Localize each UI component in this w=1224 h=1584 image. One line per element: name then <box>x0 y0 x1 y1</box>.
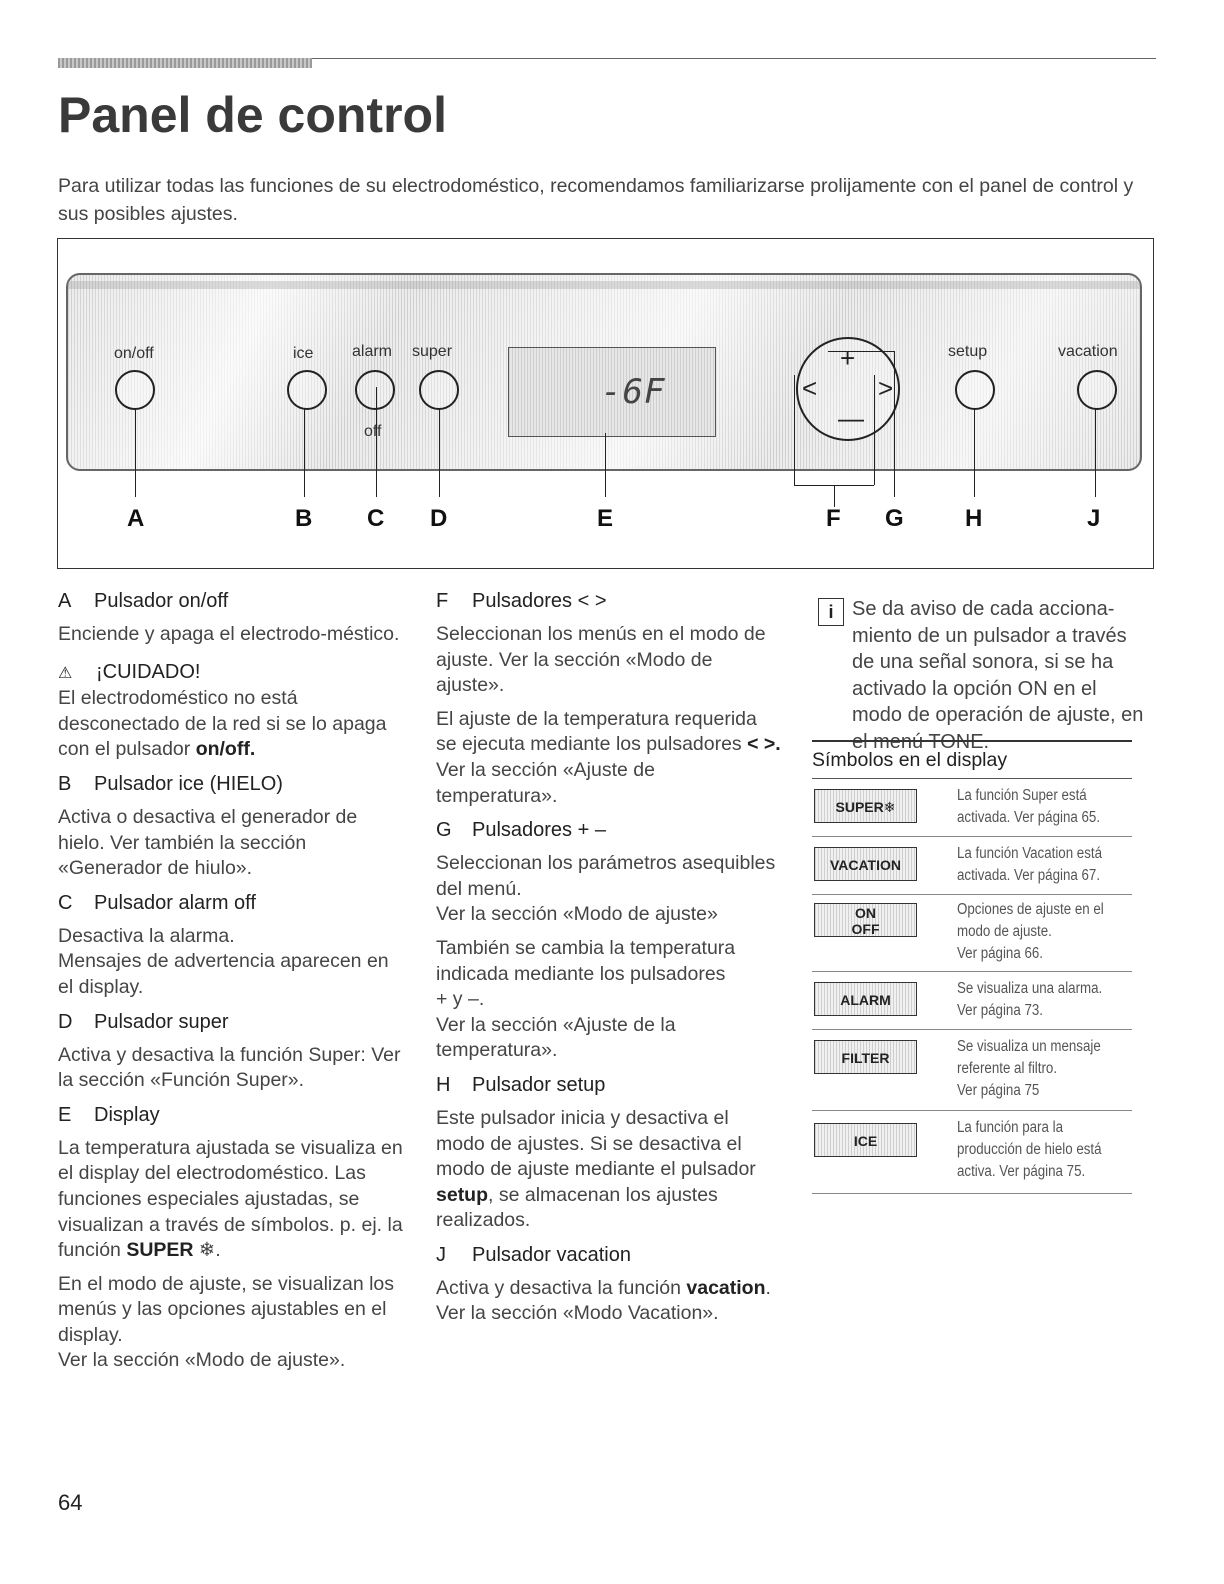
display-readout: -6F <box>601 372 666 412</box>
table-row <box>812 837 1132 895</box>
header-rule-line <box>312 58 1156 59</box>
callout-b: B <box>295 505 313 532</box>
label-ice: ice <box>293 345 314 362</box>
info-note <box>818 596 1148 755</box>
leader-g <box>894 351 895 497</box>
ice-button[interactable] <box>287 370 327 410</box>
section-j-heading: J Pulsador vacation <box>436 1243 631 1266</box>
table-row <box>812 972 1132 1030</box>
section-f-text-1: Seleccionan los menús en el modo de ajuste. Ver la sección «Modo de ajuste». <box>436 623 766 697</box>
section-e-text-2: En el modo de ajuste, se visualizan los menús y las opciones ajustables en el display. <box>58 1272 395 1346</box>
section-c-heading: C Pulsador alarm off <box>58 891 256 914</box>
callout-d: D <box>430 505 448 532</box>
section-h-text: Este pulsador inicia y desactiva el modo de ajustes. Si se desactiva el modo de ajuste mediante el pulsador setup, se almacenan los ajustes realizados. <box>436 1106 756 1232</box>
table-row <box>812 1111 1132 1194</box>
section-j-text-2: Ver la sección «Modo Vacation». <box>436 1302 719 1325</box>
table-row <box>812 1030 1132 1111</box>
symbol-desc: La función para la producción de hielo está activa. Ver página 75. <box>957 1119 1102 1180</box>
plus-button[interactable]: + <box>840 343 856 373</box>
callout-h: H <box>965 505 983 532</box>
page-number: 64 <box>58 1490 83 1515</box>
section-g-text-2: Ver la sección «Modo de ajuste» <box>436 903 718 926</box>
onoff-button[interactable] <box>115 370 155 410</box>
warning-text: El electrodoméstico no está desconectado de la red si se lo apaga con el pulsador on/off. <box>58 687 387 761</box>
section-f-text-2: El ajuste de la temperatura requerida se ejecuta mediante los pulsadores < >. <box>436 707 781 756</box>
page-title: Panel de control <box>58 87 447 143</box>
callout-j: J <box>1087 505 1101 532</box>
leader-j <box>1095 409 1096 497</box>
section-e-heading: E Display <box>58 1103 160 1126</box>
navigation-dial <box>796 337 900 441</box>
section-c-text-1: Desactiva la alarma. <box>58 924 235 947</box>
section-g-text-4: + y –. <box>436 988 485 1011</box>
section-g-text-5: Ver la sección «Ajuste de la temperatura». <box>436 1013 676 1062</box>
callout-e: E <box>597 505 614 532</box>
column-2 <box>436 588 781 1327</box>
symbol-desc: Se visualiza una alarma. Ver página 73. <box>957 980 1103 1019</box>
leader-b <box>304 409 305 497</box>
header-rule-shaded <box>58 58 312 68</box>
table-row <box>812 779 1132 837</box>
section-f-heading: F Pulsadores < > <box>436 590 607 612</box>
panel-stripe <box>68 281 1140 289</box>
label-alarm: alarm <box>352 343 393 360</box>
alarm-symbol: ALARM <box>814 982 917 1016</box>
intro-text: Para utilizar todas las funciones de su electrodoméstico, recomendamos familiarizarse prolijamente con el panel de control y sus posibles ajustes. <box>58 175 1134 225</box>
symbols-title: Símbolos en el display <box>812 740 1132 779</box>
symbol-desc: Se visualiza un mensaje referente al filtro. Ver página 75 <box>957 1038 1101 1099</box>
filter-symbol: FILTER <box>814 1040 917 1074</box>
header-rule <box>58 56 1156 70</box>
symbol-desc: Opciones de ajuste en el modo de ajuste. Ver página 66. <box>957 901 1104 962</box>
leader-d <box>439 409 440 497</box>
column-1 <box>58 588 403 1374</box>
control-panel-illustration <box>66 273 1142 471</box>
leader-f-right <box>874 375 875 485</box>
info-text: Se da aviso de cada acciona-miento de un pulsador a través de una señal sonora, si se ha activado la opción ON en el modo de operación de ajuste, en el menú TONE. <box>852 598 1144 753</box>
section-g-heading: G Pulsadores + – <box>436 819 606 842</box>
section-g-text-1: Seleccionan los parámetros asequibles del menú. <box>436 852 776 900</box>
control-panel-figure <box>57 238 1154 569</box>
section-d-text: Activa y desactiva la función Super: Ver la sección «Función Super». <box>58 1043 401 1092</box>
symbol-desc: La función Vacation está activada. Ver página 67. <box>957 845 1103 884</box>
leader-f-stem <box>834 485 835 507</box>
warning-heading: ⚠ ¡CUIDADO! <box>58 660 403 687</box>
leader-e <box>605 433 606 497</box>
section-h-heading: H Pulsador setup <box>436 1073 606 1096</box>
super-symbol: SUPER❄ <box>814 789 917 823</box>
setup-button[interactable] <box>955 370 995 410</box>
table-row <box>812 895 1132 972</box>
left-button[interactable]: < <box>802 373 818 403</box>
vacation-button[interactable] <box>1077 370 1117 410</box>
section-d-heading: D Pulsador super <box>58 1010 229 1033</box>
leader-h <box>974 409 975 497</box>
callout-c: C <box>367 505 385 532</box>
label-super: super <box>412 343 453 360</box>
display-window <box>508 347 716 437</box>
on-off-symbol: ON OFF <box>814 903 917 937</box>
section-f-text-3: Ver la sección «Ajuste de temperatura». <box>436 758 655 807</box>
section-b-text: Activa o desactiva el generador de hielo. Ver también la sección «Generador de hiulo». <box>58 805 358 880</box>
section-c-text-2: Mensajes de advertencia aparecen en el display. <box>58 950 389 998</box>
ice-symbol: ICE <box>814 1123 917 1157</box>
section-j-text: Activa y desactiva la función vacation. <box>436 1276 771 1299</box>
right-button[interactable]: > <box>878 373 894 403</box>
label-onoff: on/off <box>114 345 154 362</box>
section-b-heading: B Pulsador ice (HIELO) <box>58 772 283 795</box>
leader-g-top <box>828 351 894 352</box>
vacation-symbol: VACATION <box>814 847 917 881</box>
info-icon: i <box>818 598 844 626</box>
section-a-text: Enciende y apaga el electrodo-méstico. <box>58 623 400 645</box>
section-g-text-3: También se cambia la temperatura indicada mediante los pulsadores <box>436 936 736 985</box>
super-snowflake-icon: ❄. <box>198 1239 221 1262</box>
alarm-off-button[interactable] <box>355 370 395 410</box>
warning-icon: ⚠ <box>58 664 73 682</box>
leader-a <box>135 409 136 497</box>
leader-f-left <box>794 375 795 485</box>
label-vacation: vacation <box>1058 343 1118 360</box>
symbol-desc: La función Super está activada. Ver página 65. <box>957 787 1101 826</box>
callout-a: A <box>127 505 145 532</box>
section-e-text-1: La temperatura ajustada se visualiza en el display del electrodoméstico. Las funciones especiales ajustadas, se visualizan a través de símbolos. p. ej. la función SUPER ❄. <box>58 1136 403 1262</box>
section-a-heading: A Pulsador on/off <box>58 590 229 612</box>
minus-button[interactable]: — <box>838 403 864 433</box>
section-e-text-3: Ver la sección «Modo de ajuste». <box>58 1349 346 1372</box>
label-alarm-off: off <box>364 423 382 440</box>
callout-f: F <box>826 505 841 532</box>
super-button[interactable] <box>419 370 459 410</box>
label-setup: setup <box>948 343 988 360</box>
leader-c <box>376 387 377 497</box>
callout-g: G <box>885 505 904 532</box>
display-symbols-table <box>812 740 1132 1194</box>
